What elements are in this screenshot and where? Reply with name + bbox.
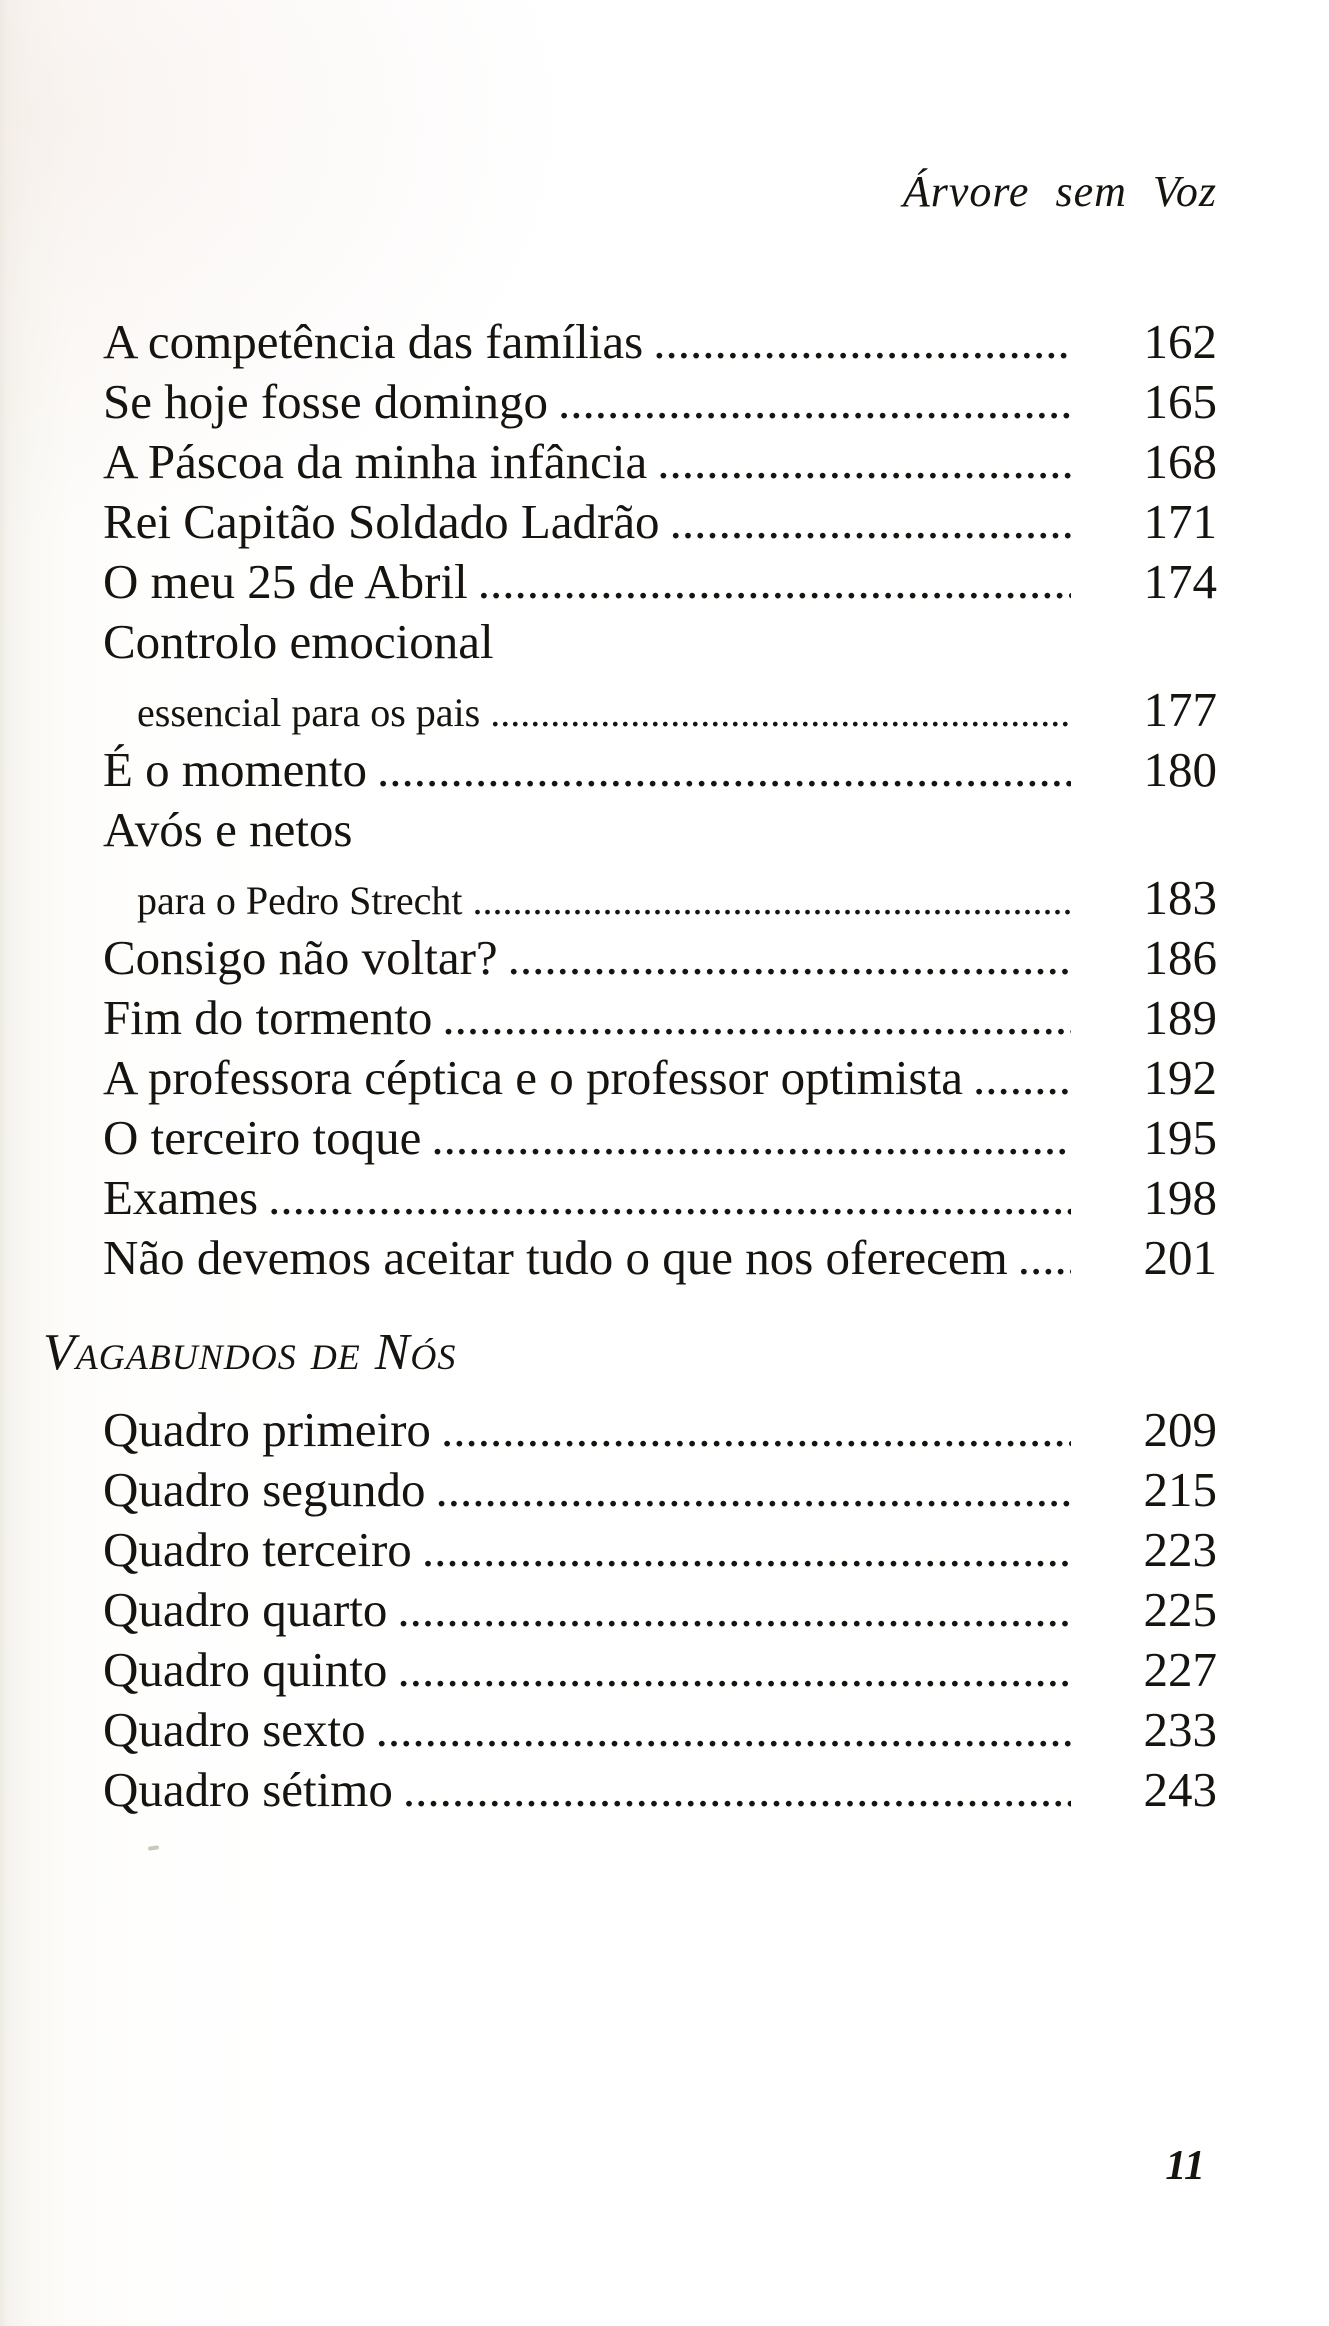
toc-entry (103, 1520, 1217, 1580)
toc-entry-page: 195 (1143, 1110, 1217, 1165)
dot-leader (397, 1580, 1071, 1640)
toc-entry (103, 372, 1217, 432)
toc-entry-title: Fim do tormento (103, 990, 433, 1045)
dot-leader (472, 871, 1071, 931)
toc-entry-page: 186 (1143, 930, 1217, 985)
toc-section-2 (43, 1318, 1217, 1820)
toc-entry-title: A Páscoa da minha infância (103, 434, 648, 489)
toc-entry-title: Quadro terceiro (103, 1522, 412, 1577)
dot-leader (403, 1760, 1071, 1820)
toc-entry (103, 1700, 1217, 1760)
toc-entry-title: A professora céptica e o professor optimista (103, 1050, 963, 1105)
scan-speck (148, 1845, 159, 1850)
toc-subentry (103, 680, 1217, 740)
section-heading: Vagabundos de Nós (43, 1324, 457, 1381)
toc-entry-page: 227 (1143, 1642, 1217, 1697)
toc-entry (103, 1400, 1217, 1460)
toc-entry-title: Quadro quinto (103, 1642, 388, 1697)
toc-entry (103, 492, 1217, 552)
toc-entry (103, 988, 1217, 1048)
toc-entry-title: Exames (103, 1170, 259, 1225)
toc-entry-page: 189 (1143, 990, 1217, 1045)
toc-entry-page: 174 (1143, 554, 1217, 609)
toc-entry-title: Se hoje fosse domingo (103, 374, 549, 429)
toc-entry (103, 1640, 1217, 1700)
toc-entry-no-page (103, 612, 1217, 672)
toc-entry-title: Quadro sexto (103, 1702, 366, 1757)
toc-entry-title: Quadro segundo (103, 1462, 426, 1517)
running-header: Árvore sem Voz (902, 167, 1217, 216)
toc-entry-page: 243 (1143, 1762, 1217, 1817)
dot-leader (1018, 1228, 1071, 1288)
toc-entry (103, 1580, 1217, 1640)
toc-entry (103, 552, 1217, 612)
toc-entry-title: Não devemos aceitar tudo o que nos oferecem (103, 1230, 1008, 1285)
toc-entry-title: Quadro sétimo (103, 1762, 393, 1817)
toc-entry-title: O terceiro toque (103, 1110, 422, 1165)
toc-entry (103, 1760, 1217, 1820)
table-of-contents (43, 312, 1217, 1820)
page-number: 11 (1165, 2143, 1205, 2189)
dot-leader (268, 1168, 1071, 1228)
toc-entry-page: 198 (1143, 1170, 1217, 1225)
toc-entry (103, 1168, 1217, 1228)
toc-entry-page: 165 (1143, 374, 1217, 429)
toc-entry (103, 928, 1217, 988)
dot-leader (436, 1460, 1071, 1520)
dot-leader (441, 1400, 1071, 1460)
dot-leader (973, 1048, 1071, 1108)
toc-entry (103, 1048, 1217, 1108)
dot-leader (431, 1108, 1071, 1168)
toc-entry-page: 168 (1143, 434, 1217, 489)
toc-entry-title: Consigo não voltar? (103, 930, 498, 985)
toc-entry (103, 432, 1217, 492)
toc-entry (103, 1228, 1217, 1288)
toc-entry-title: Quadro quarto (103, 1582, 388, 1637)
dot-leader (670, 492, 1071, 552)
toc-entry-page: 225 (1143, 1582, 1217, 1637)
toc-entry (103, 1108, 1217, 1168)
toc-entry-title: A competência das famílias (103, 314, 644, 369)
toc-entry-title: É o momento (103, 742, 368, 797)
toc-entry-title: Controlo emocional (103, 614, 494, 669)
toc-entry-page: 201 (1143, 1230, 1217, 1285)
toc-entry-no-page (103, 800, 1217, 860)
toc-entry-title: essencial para os pais (137, 690, 481, 735)
toc-entry (103, 740, 1217, 800)
dot-leader (422, 1520, 1071, 1580)
dot-leader (478, 552, 1071, 612)
toc-entry (103, 1460, 1217, 1520)
dot-leader (442, 988, 1071, 1048)
toc-entry-page: 209 (1143, 1402, 1217, 1457)
dot-leader (508, 928, 1071, 988)
toc-section-1 (103, 312, 1217, 1288)
toc-subentry (103, 868, 1217, 928)
toc-entry-title: O meu 25 de Abril (103, 554, 468, 609)
dot-leader (490, 683, 1071, 743)
toc-entry-page: 223 (1143, 1522, 1217, 1577)
dot-leader (376, 1700, 1071, 1760)
toc-entry-page: 171 (1143, 494, 1217, 549)
dot-leader (377, 740, 1071, 800)
toc-entry-page: 180 (1143, 742, 1217, 797)
dot-leader (558, 372, 1071, 432)
toc-entry-title: Avós e netos (103, 802, 353, 857)
toc-entry-title: Rei Capitão Soldado Ladrão (103, 494, 660, 549)
toc-entry-title: para o Pedro Strecht (137, 878, 463, 923)
toc-entry-title: Quadro primeiro (103, 1402, 431, 1457)
toc-entry-page: 233 (1143, 1702, 1217, 1757)
toc-entry-page: 177 (1143, 682, 1217, 737)
toc-entry-page: 162 (1143, 314, 1217, 369)
dot-leader (653, 312, 1071, 372)
toc-entry-page: 183 (1143, 870, 1217, 925)
page-content (43, 0, 1217, 1820)
toc-entry-page: 215 (1143, 1462, 1217, 1517)
dot-leader (657, 432, 1071, 492)
toc-entry-page: 192 (1143, 1050, 1217, 1105)
toc-entry (103, 312, 1217, 372)
dot-leader (397, 1640, 1071, 1700)
